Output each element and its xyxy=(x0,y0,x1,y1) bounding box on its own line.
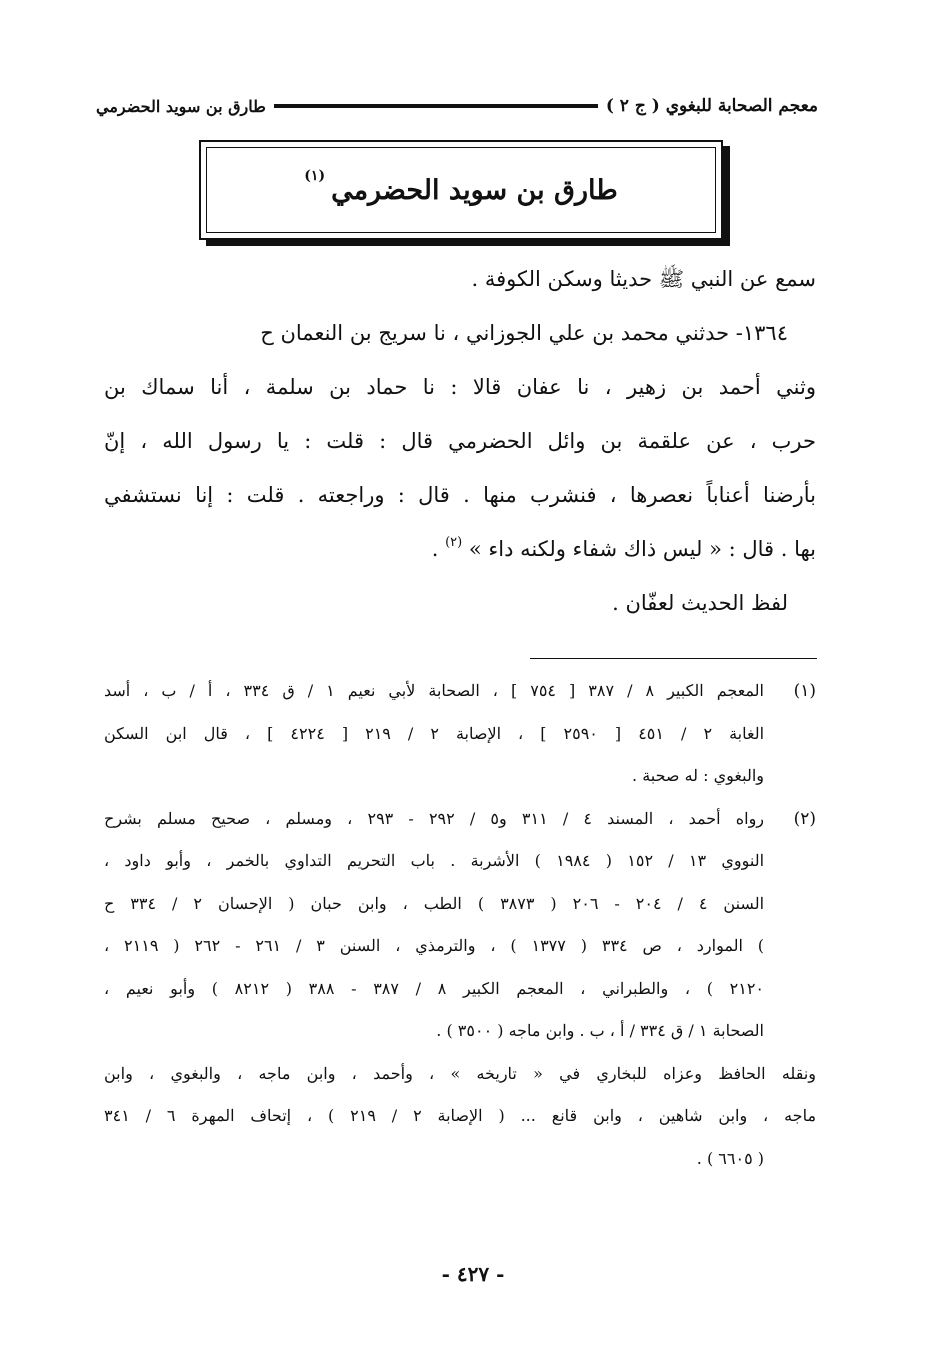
running-header xyxy=(96,88,818,124)
text-line: سمع عن النبي ﷺ حديثا وسكن الكوفة . xyxy=(471,267,816,291)
footnote-line: ( ٦٦٠٥ ) . xyxy=(696,1148,764,1168)
footnote-line: الغابة ٢ / ٤٥١ [ ٢٥٩٠ ] ، الإصابة ٢ / ٢١٩ [ ٤٢٢٤ ] ، قال ابن السكن xyxy=(104,723,765,743)
entry-title-frame xyxy=(206,147,716,233)
footnote-line: رواه أحمد ، المسند ٤ / ٣١١ و٥ / ٢٩٢ - ٢٩٣ ، ومسلم ، صحيح مسلم بشرح xyxy=(104,808,765,828)
footnote-line: ونقله الحافظ وعزاه للبخاري في « تاريخه » ، وأحمد ، وابن ماجه ، والبغوي ، وابن xyxy=(104,1063,816,1083)
footnote-line: المعجم الكبير ٨ / ٣٨٧ [ ٧٥٤ ] ، الصحابة لأبي نعيم ١ / ق ٣٣٤ ، أ / ب ، أسد xyxy=(104,681,765,700)
text-line: حرب ، عن علقمة بن وائل الحضرمي قال : قلت : يا رسول الله ، إنّ xyxy=(104,429,816,453)
text-line: ١٣٦٤- حدثني محمد بن علي الجوزاني ، نا سريج بن النعمان ح xyxy=(260,321,788,345)
page-number: - ٤٢٧ - xyxy=(441,1262,505,1286)
footnote-continuation xyxy=(104,1053,816,1181)
footnote-line: ماجه ، وابن شاهين ، وابن قانع ... ( الإصابة ٢ / ٢١٩ ) ، إتحاف المهرة ٦ / ٣٤١ xyxy=(104,1106,817,1125)
main-text xyxy=(104,252,816,630)
text-line xyxy=(104,522,816,576)
text-line: بأرضنا أعناباً نعصرها ، فنشرب منها . قال : وراجعته . قلت : إنا نستشفي xyxy=(104,483,816,507)
footnote xyxy=(104,670,816,798)
text-line: لفظ الحديث لعفّان . xyxy=(612,591,788,615)
footnote-line: والبغوي : له صحبة . xyxy=(632,766,764,785)
footnote-line: النووي ١٣ / ١٥٢ ( ١٩٨٤ ) الأشربة . باب التحريم التداوي بالخمر ، وأبو داود ، xyxy=(104,851,765,870)
footnote-number: (١) xyxy=(793,681,816,701)
header-entry-title: طارق بن سويد الحضرمي xyxy=(96,96,266,116)
footnote-line: الصحابة ١ / ق ٣٣٤ / أ ، ب . وابن ماجه ( ٣٥٠٠ ) . xyxy=(436,1021,764,1040)
footnote xyxy=(104,798,816,1053)
header-book-title: معجم الصحابة للبغوي ( ج ٢ ) xyxy=(605,96,818,116)
footnote-line: السنن ٤ / ٢٠٤ - ٢٠٦ ( ٣٨٧٣ ) الطب ، وابن حبان ( الإحسان ٢ / ٣٣٤ ح xyxy=(104,893,765,913)
title-footnote-ref: (١) xyxy=(304,168,326,184)
entry-title: طارق بن سويد الحضرمي xyxy=(331,174,618,206)
body-footnote-ref: (٢) xyxy=(445,535,463,550)
footnote-line: ٢١٢٠ ) ، والطبراني ، المعجم الكبير ٨ / ٣٨٧ - ٣٨٨ ( ٨٢١٢ ) وأبو نعيم ، xyxy=(104,978,764,998)
header-rule xyxy=(274,104,598,108)
text-line: وثني أحمد بن زهير ، نا عفان قالا : نا حماد بن سلمة ، أنا سماك بن xyxy=(104,375,816,399)
footnote-separator xyxy=(530,658,817,659)
footnote-line: ) الموارد ، ص ٣٣٤ ( ١٣٧٧ ) ، والترمذي ، السنن ٣ / ٢٦١ - ٢٦٢ ( ٢١١٩ ، xyxy=(104,936,765,955)
text-line-end: . xyxy=(431,537,439,561)
entry-title-box xyxy=(199,140,723,240)
footnote-number: (٢) xyxy=(793,808,816,829)
footnotes xyxy=(104,670,816,1180)
text-line-content: بها . قال : « ليس ذاك شفاء ولكنه داء » xyxy=(468,537,816,561)
